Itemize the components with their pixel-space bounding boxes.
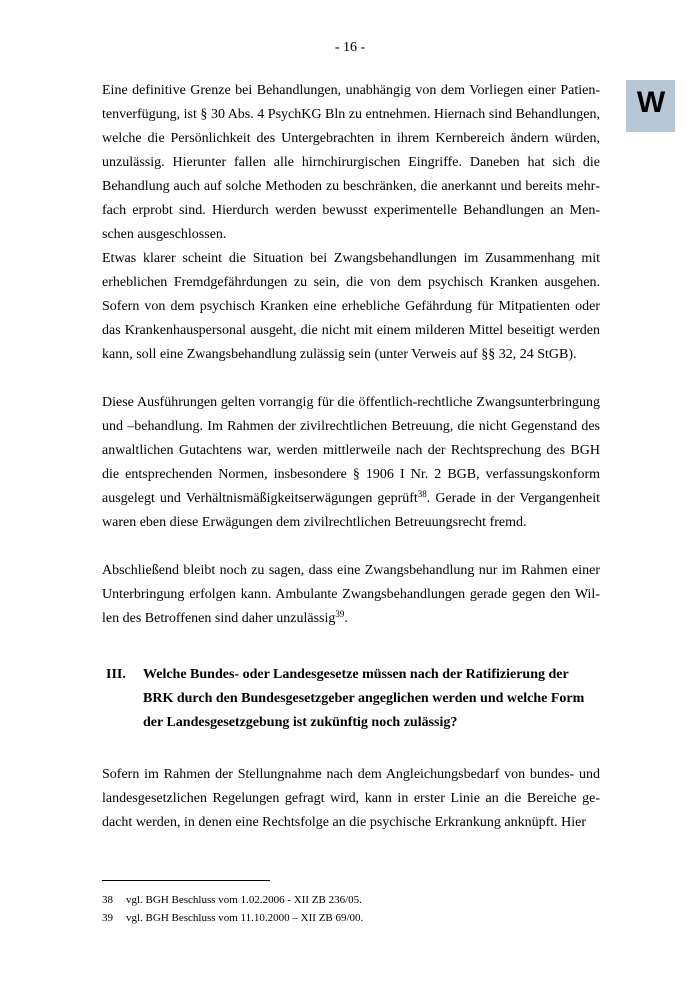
- paragraph-4-part-2: .: [344, 611, 348, 626]
- footnote-text: vgl. BGH Beschluss vom 11.10.2000 – XII ZB 69/00.: [126, 912, 364, 924]
- section-heading-text: Welche Bundes- oder Landesgesetze müssen nach der Ratifizierung der BRK durch den Bundesgesetzgeber angeglichen werden und welche Form der Landesgesetzgebung ist zukünftig noch zulässig?: [143, 667, 585, 730]
- footnote-number: 39: [102, 912, 113, 924]
- body-text-top: [102, 79, 600, 631]
- footnote-39: [102, 909, 600, 927]
- paragraph-2: Etwas klarer scheint die Situation bei Zwangsbehandlungen im Zusammenhang mit erheblichen Fremdgefährdungen zu sein, die von dem psychisch Kranken ausgehen. Sofern von dem psychisch Kranken eine erhebliche Gefährdung für Mitpatienten oder das Krankenhauspersonal ausgeht, die nicht mit einem milderen Mittel beseitigt werden kann, soll eine Zwangsbehandlung zulässig sein (unter Verweis auf §§ 32, 24 StGB).: [102, 251, 600, 362]
- paragraph-4-part-1: Abschließend bleibt noch zu sagen, dass eine Zwangsbehandlung nur im Rahmen einer Unterbringung erfolgen kann. Ambulante Zwangsbehandlungen gerade gegen den Willen des Betroffenen sind daher unzulässig: [102, 563, 600, 626]
- logo: [626, 80, 675, 132]
- footnote-ref-39: 39: [335, 609, 345, 619]
- paragraph-3: [102, 391, 600, 535]
- footnote-text: vgl. BGH Beschluss vom 1.02.2006 - XII ZB 236/05.: [126, 894, 362, 906]
- paragraph-1: Eine definitive Grenze bei Behandlungen, unabhängig von dem Vorliegen einer Patientenverfügung, ist § 30 Abs. 4 PsychKG Bln zu entnehmen. Hiernach sind Behandlungen, welche die Persönlichkeit des Untergebrachten in ihrem Kernbereich ändern würden, unzulässig. Hierunter fallen alle hirnchirurgischen Eingriffe. Daneben hat sich die Behandlung auch auf solche Methoden zu beschränken, die anerkannt und bereits mehrfach erprobt sind. Hierdurch werden bewusst experimentelle Behandlungen an Menschen ausgeschlossen.: [102, 83, 600, 242]
- footnote-number: 38: [102, 894, 113, 906]
- footnotes: [102, 891, 600, 927]
- footnote-separator: [102, 880, 270, 881]
- footnote-38: [102, 891, 600, 909]
- paragraph-3-part-1: Diese Ausführungen gelten vorrangig für die öffentlich-rechtliche Zwangsunterbringung und –behandlung. Im Rahmen der zivilrechtlichen Betreuung, die nicht Gegenstand des anwaltlichen Gutachtens war, werden mittlerweile nach der Rechtsprechung des BGH die entsprechenden Normen, insbesondere § 1906 I Nr. 2 BGB, verfassungskonform ausgelegt und Verhältnismäßigkeitserwägungen geprüft: [102, 395, 600, 506]
- logo-letter: W: [636, 86, 665, 119]
- section-heading-number: III.: [106, 667, 126, 682]
- body-text-bottom: [102, 763, 600, 835]
- paragraph-4: [102, 559, 600, 631]
- page-number: - 16 -: [334, 40, 366, 55]
- paragraph-3-part-2: . Gerade in der Vergangenheit waren eben diese Erwägungen dem zivilrechtlichen Betreuungsrecht fremd.: [102, 491, 600, 530]
- paragraph-5: Sofern im Rahmen der Stellungnahme nach dem Angleichungsbedarf von bundes- und landesgesetzlichen Regelungen gefragt wird, kann in erster Linie an die Bereiche gedacht werden, in denen eine Rechtsfolge an die psychische Erkrankung anknüpft. Hier: [102, 767, 600, 830]
- footnote-ref-38: 38: [417, 489, 427, 499]
- section-heading: [106, 663, 600, 735]
